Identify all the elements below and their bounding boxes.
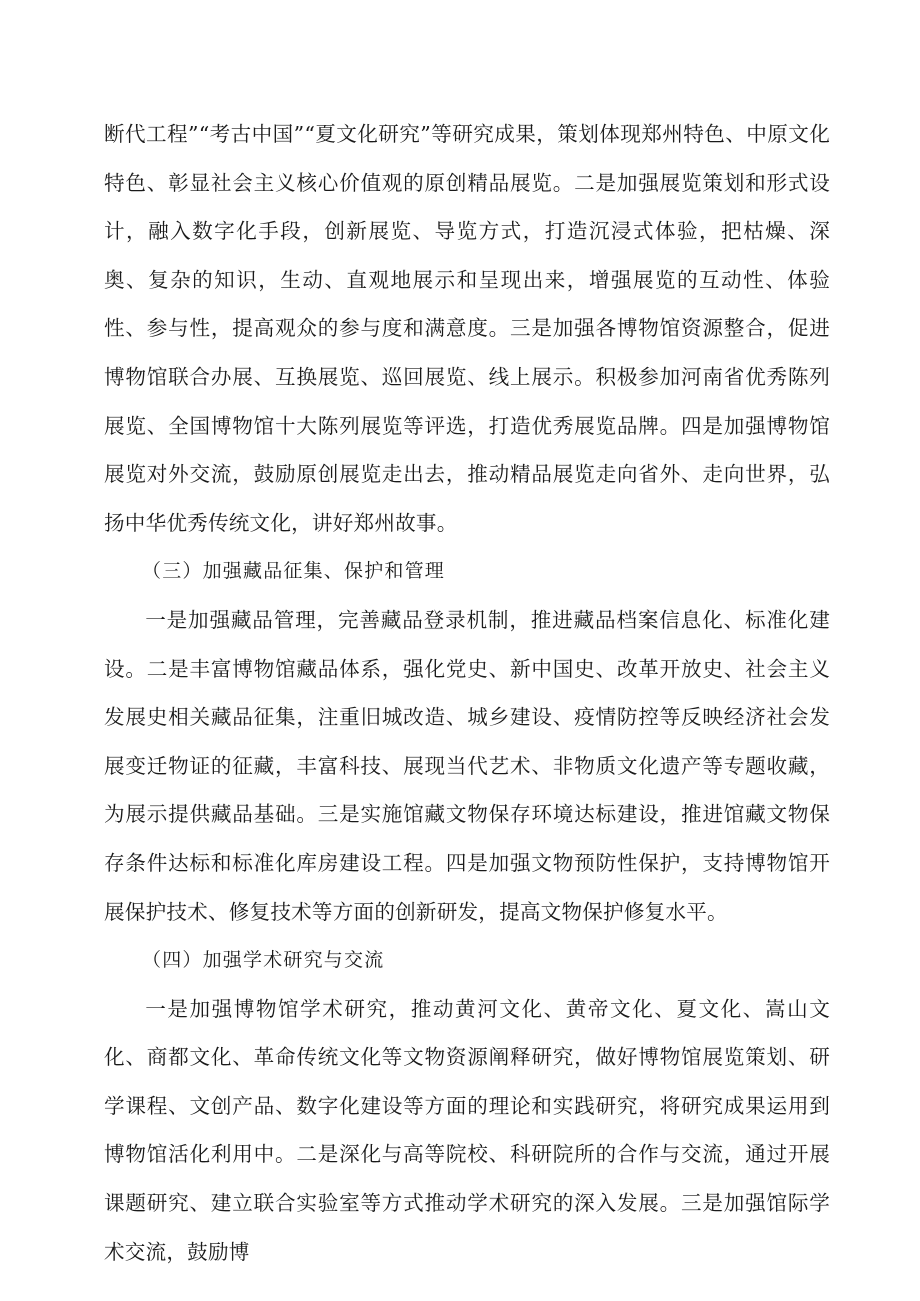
- paragraph-collections: 一是加强藏品管理，完善藏品登录机制，推进藏品档案信息化、标准化建设。二是丰富博物馆藏品体系，强化党史、新中国史、改革开放史、社会主义发展史相关藏品征集，注重旧城改造、城乡建设、疫情防控等反映经济社会发展变迁物证的征藏，丰富科技、展现当代艺术、非物质文化遗产等专题收藏，为展示提供藏品基础。三是实施馆藏文物保存环境达标建设，推进馆藏文物保存条件达标和标准化库房建设工程。四是加强文物预防性保护，支持博物馆开展保护技术、修复技术等方面的创新研发，提高文物保护修复水平。: [104, 607, 830, 924]
- paragraph-research: 一是加强博物馆学术研究，推动黄河文化、黄帝文化、夏文化、嵩山文化、商都文化、革命传统文化等文物资源阐释研究，做好博物馆展览策划、研学课程、文创产品、数字化建设等方面的理论和实践研究，将研究成果运用到博物馆活化利用中。二是深化与高等院校、科研院所的合作与交流，通过开展课题研究、建立联合实验室等方式推动学术研究的深入发展。三是加强馆际学术交流，鼓励博: [104, 996, 830, 1264]
- section-heading-4: （四）加强学术研究与交流: [142, 949, 385, 972]
- paragraph-continuation: 断代工程”“考古中国”“夏文化研究”等研究成果，策划体现郑州特色、中原文化特色、彰显社会主义核心价值观的原创精品展览。二是加强展览策划和形式设计，融入数字化手段，创新展览、导览方式，打造沉浸式体验，把枯燥、深奥、复杂的知识，生动、直观地展示和呈现出来，增强展览的互动性、体验性、参与性，提高观众的参与度和满意度。三是加强各博物馆资源整合，促进博物馆联合办展、互换展览、巡回展览、线上展示。积极参加河南省优秀陈列展览、全国博物馆十大陈列展览等评选，打造优秀展览品牌。四是加强博物馆展览对外交流，鼓励原创展览走出去，推动精品展览走向省外、走向世界，弘扬中华优秀传统文化，讲好郑州故事。: [104, 122, 830, 535]
- document-body: [104, 110, 830, 1276]
- section-heading-3: （三）加强藏品征集、保护和管理: [142, 560, 446, 583]
